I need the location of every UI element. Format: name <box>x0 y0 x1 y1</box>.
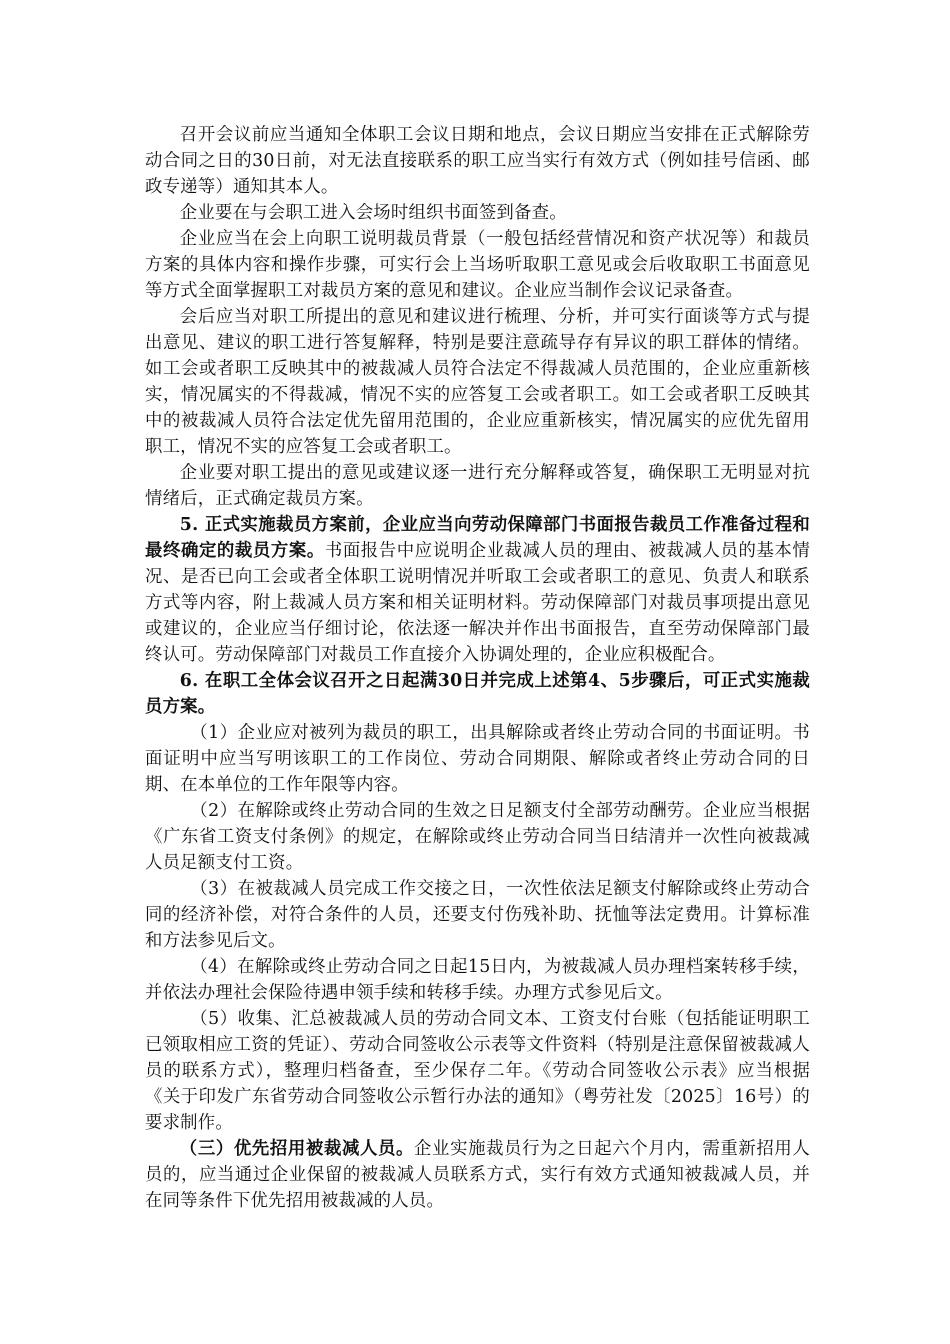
paragraph <box>145 668 810 720</box>
paragraph <box>145 200 810 226</box>
paragraph <box>145 460 810 512</box>
paragraph <box>145 512 810 668</box>
document-body <box>145 122 810 1214</box>
paragraph-text: 企业要在与会职工进入会场时组织书面签到备查。 <box>179 203 567 223</box>
paragraph-text: 企业实施裁员行为之日起六个月内，需重新招用人员的，应当通过企业保留的被裁减人员联系方式，实行有效方式通知被裁减人员，并在同等条件下优先招用被裁减的人员。 <box>145 1139 810 1211</box>
paragraph-text: 企业要对职工提出的意见或建议逐一进行充分解释或答复，确保职工无明显对抗情绪后，正式确定裁员方案。 <box>145 463 810 509</box>
paragraph-text: （1）企业应对被列为裁员的职工，出具解除或者终止劳动合同的书面证明。书面证明中应当写明该职工的工作岗位、劳动合同期限、解除或者终止劳动合同的日期、在本单位的工作年限等内容。 <box>145 723 810 795</box>
list-item <box>145 720 810 798</box>
section-heading: （三）优先招用被裁减人员。 <box>179 1139 415 1159</box>
paragraph <box>145 122 810 200</box>
paragraph-heading: 6. 在职工全体会议召开之日起满30日并完成上述第4、5步骤后，可正式实施裁员方案。 <box>145 671 810 717</box>
paragraph-heading: 5. 正式实施裁员方案前，企业应当向劳动保障部门书面报告裁员工作准备过程和最终确定的裁员方案。 <box>145 515 810 561</box>
paragraph-text: （5）收集、汇总被裁减人员的劳动合同文本、工资支付台账（包括能证明职工已领取相应工资的凭证）、劳动合同签收公示表等文件资料（特别是注意保留被裁减人员的联系方式），整理归档备查，至少保存二年。《劳动合同签收公示表》应当根据《关于印发广东省劳动合同签收公示暂行办法的通知》（粤劳社发〔2025〕16号）的要求制作。 <box>145 1009 810 1133</box>
paragraph-text: 企业应当在会上向职工说明裁员背景（一般包括经营情况和资产状况等）和裁员方案的具体内容和操作步骤，可实行会上当场听取职工意见或会后收取职工书面意见等方式全面掌握职工对裁员方案的意见和建议。企业应当制作会议记录备查。 <box>145 229 810 301</box>
list-item <box>145 798 810 876</box>
list-item <box>145 1006 810 1136</box>
paragraph-text: （2）在解除或终止劳动合同的生效之日足额支付全部劳动酬劳。企业应当根据《广东省工资支付条例》的规定，在解除或终止劳动合同当日结清并一次性向被裁减人员足额支付工资。 <box>145 801 810 873</box>
list-item <box>145 954 810 1006</box>
paragraph <box>145 226 810 304</box>
paragraph-text: （4）在解除或终止劳动合同之日起15日内，为被裁减人员办理档案转移手续，并依法办理社会保险待遇申领手续和转移手续。办理方式参见后文。 <box>145 957 810 1003</box>
paragraph <box>145 1136 810 1214</box>
paragraph-text: 会后应当对职工所提出的意见和建议进行梳理、分析，并可实行面谈等方式与提出意见、建议的职工进行答复解释，特别是要注意疏导存有异议的职工群体的情绪。如工会或者职工反映其中的被裁减人员符合法定不得裁减人员范围的，企业应重新核实，情况属实的不得裁减，情况不实的应答复工会或者职工。如工会或者职工反映其中的被裁减人员符合法定优先留用范围的，企业应重新核实，情况属实的应优先留用职工，情况不实的应答复工会或者职工。 <box>145 307 810 457</box>
list-item <box>145 876 810 954</box>
paragraph <box>145 304 810 460</box>
paragraph-text: 书面报告中应说明企业裁减人员的理由、被裁减人员的基本情况、是否已向工会或者全体职工说明情况并听取工会或者职工的意见、负责人和联系方式等内容，附上裁减人员方案和相关证明材料。劳动保障部门对裁员事项提出意见或建议的，企业应当仔细讨论，依法逐一解决并作出书面报告，直至劳动保障部门最终认可。劳动保障部门对裁员工作直接介入协调处理的，企业应积极配合。 <box>145 541 810 665</box>
paragraph-text: 召开会议前应当通知全体职工会议日期和地点，会议日期应当安排在正式解除劳动合同之日的30日前，对无法直接联系的职工应当实行有效方式（例如挂号信函、邮政专递等）通知其本人。 <box>145 125 810 197</box>
paragraph-text: （3）在被裁减人员完成工作交接之日，一次性依法足额支付解除或终止劳动合同的经济补偿，对符合条件的人员，还要支付伤残补助、抚恤等法定费用。计算标准和方法参见后文。 <box>145 879 810 951</box>
